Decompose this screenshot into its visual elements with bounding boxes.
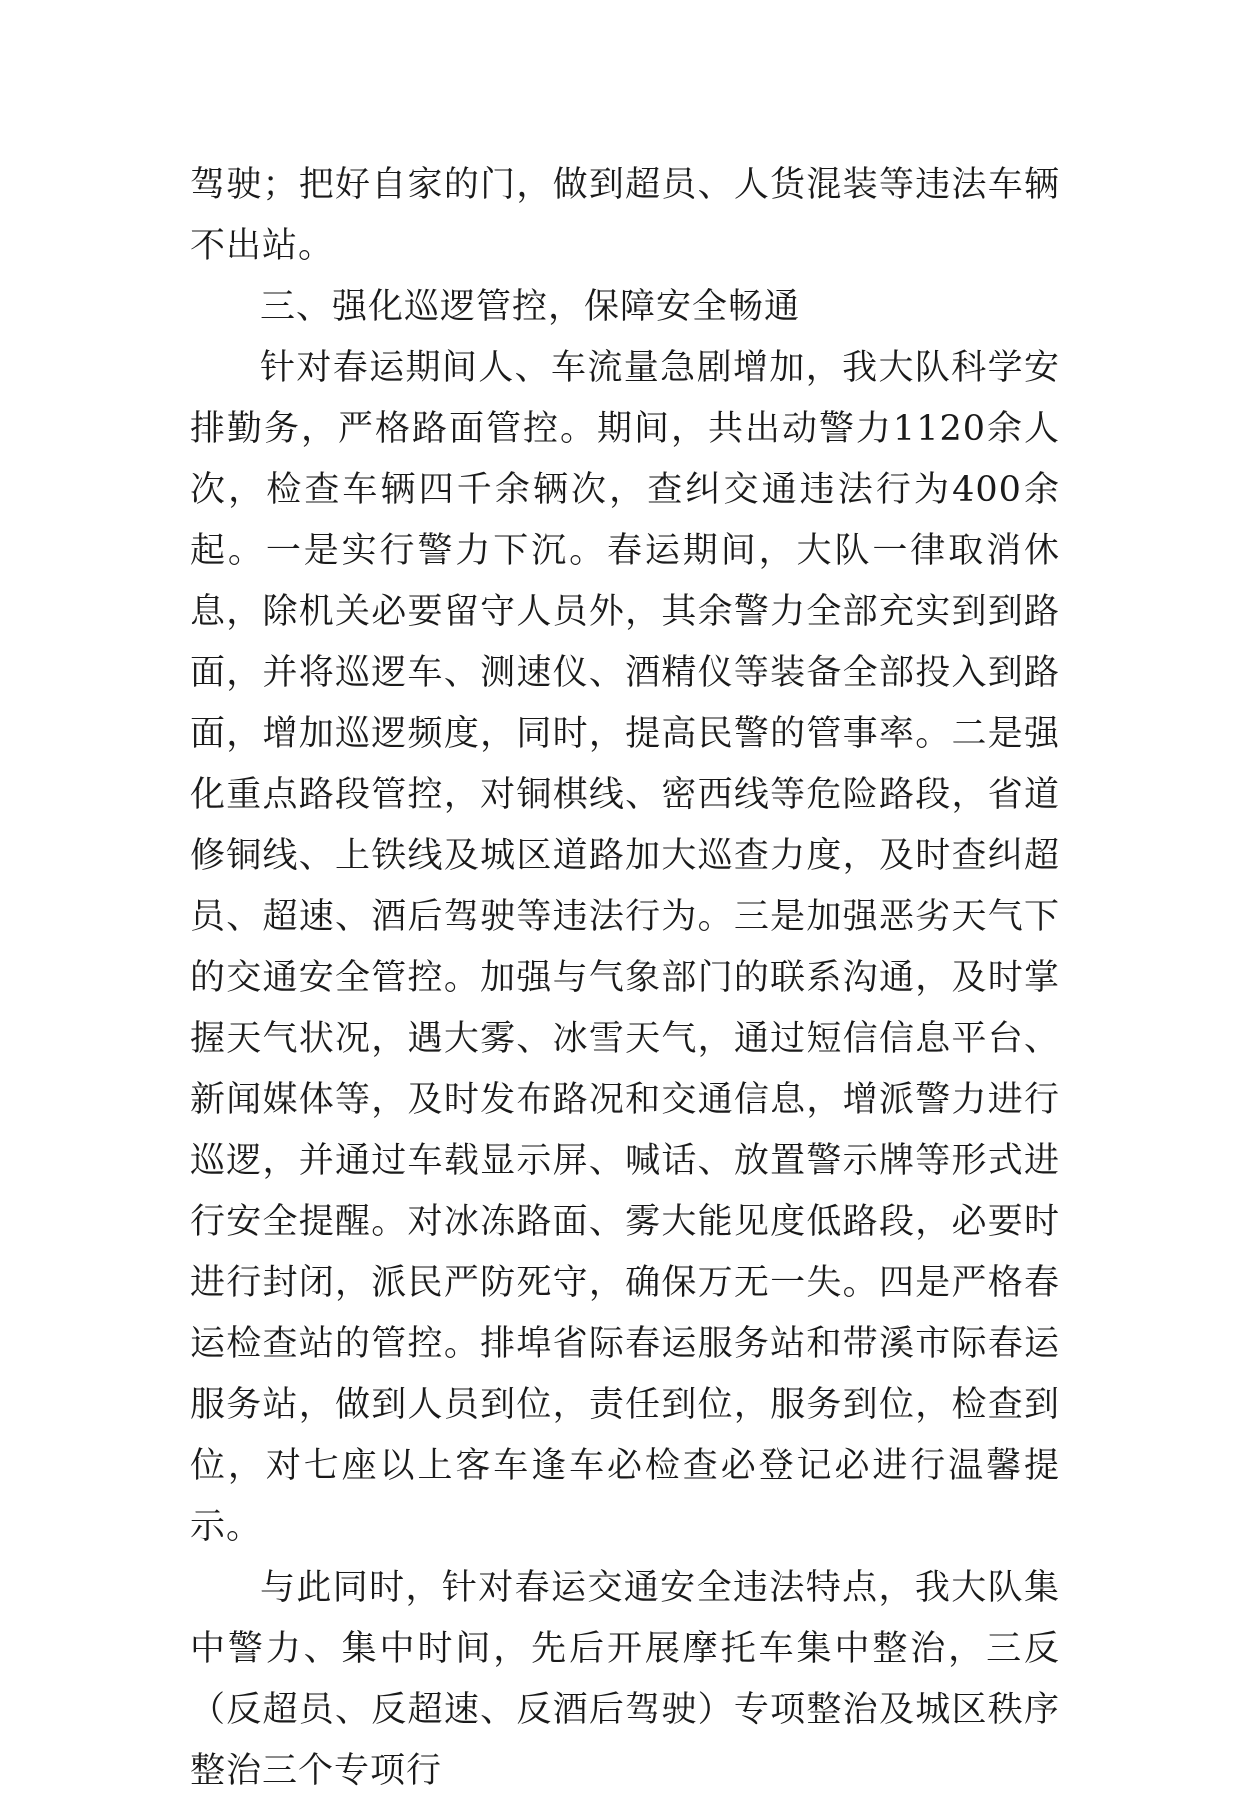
paragraph-continuation: 驾驶；把好自家的门，做到超员、人货混装等违法车辆不出站。 [190, 165, 1060, 266]
paragraph-body: 与此同时，针对春运交通安全违法特点，我大队集中警力、集中时间，先后开展摩托车集中整治，三反（反超员、反超速、反酒后驾驶）专项整治及城区秩序整治三个专项行 [190, 1568, 1060, 1791]
section-heading: 三、强化巡逻管控，保障安全畅通 [260, 287, 801, 327]
document-body [190, 155, 1060, 1802]
paragraph-body: 针对春运期间人、车流量急剧增加，我大队科学安排勤务，严格路面管控。期间，共出动警力1120余人次，检查车辆四千余辆次，查纠交通违法行为400余起。一是实行警力下沉。春运期间，大队一律取消休息，除机关必要留守人员外，其余警力全部充实到到路面，并将巡逻车、测速仪、酒精仪等装备全部投入到路面，增加巡逻频度，同时，提高民警的管事率。二是强化重点路段管控，对铜棋线、密西线等危险路段，省道修铜线、上铁线及城区道路加大巡查力度，及时查纠超员、超速、酒后驾驶等违法行为。三是加强恶劣天气下的交通安全管控。加强与气象部门的联系沟通，及时掌握天气状况，遇大雾、冰雪天气，通过短信信息平台、新闻媒体等，及时发布路况和交通信息，增派警力进行巡逻，并通过车载显示屏、喊话、放置警示牌等形式进行安全提醒。对冰冻路面、雾大能见度低路段，必要时进行封闭，派民严防死守，确保万无一失。四是严格春运检查站的管控。排埠省际春运服务站和带溪市际春运服务站，做到人员到位，责任到位，服务到位，检查到位，对七座以上客车逢车必检查必登记必进行温馨提示。 [190, 348, 1060, 1547]
